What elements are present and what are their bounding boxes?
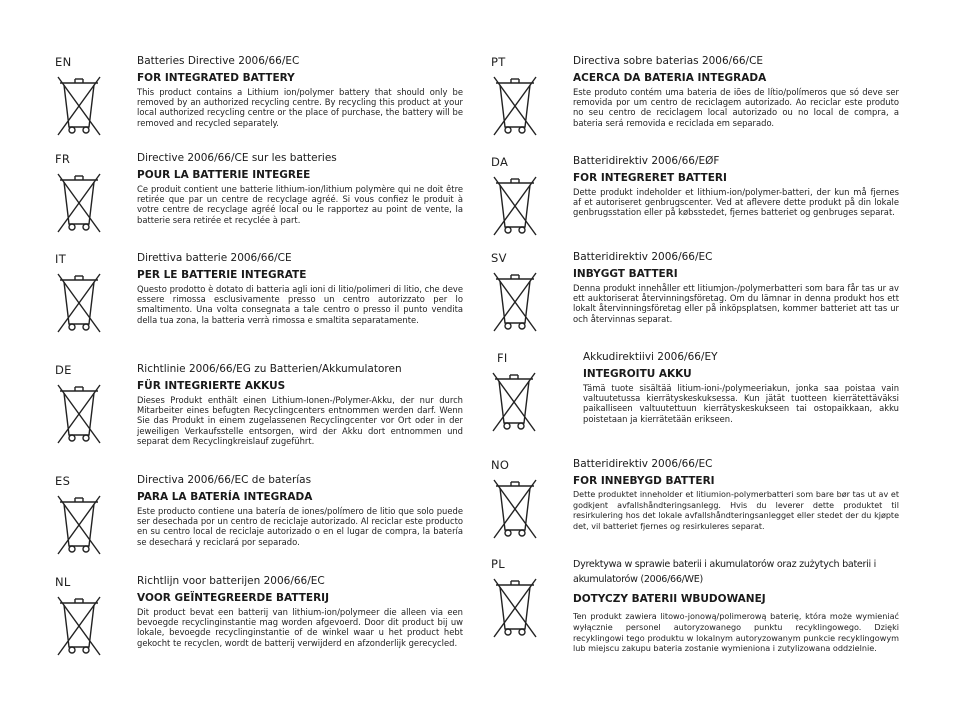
crossed-out-wheelie-bin-icon [491, 175, 539, 237]
crossed-out-wheelie-bin-icon [491, 577, 539, 639]
language-code: PT [491, 55, 506, 69]
body-text: This product contains a Lithium ion/polymer battery that should only be removed by an authorized recycling centre. By recycling this product at your local authorized recycling centre or the place of purchase, the battery will be removed and recycled separately. [137, 87, 463, 128]
language-code: DA [491, 155, 509, 169]
directive-title: Batteridirektiv 2006/66/EC [573, 458, 713, 470]
battery-subtitle: INBYGGT BATTERI [573, 268, 678, 280]
body-text: Questo prodotto è dotato di batteria agli ioni di litio/polimeri di litio, che deve essere rimossa esclusivamente presso un centro autorizzato per lo smaltimento. Una volta consegnata a tale centro o presso il punto vendita della tua zona, la batteria verrà rimossa e smaltita separatamente. [137, 284, 463, 325]
directive-title: Direttiva batterie 2006/66/CE [137, 252, 292, 264]
battery-subtitle: POUR LA BATTERIE INTEGREE [137, 169, 311, 181]
language-code: EN [55, 55, 72, 69]
body-text: Tämä tuote sisältää litium-ioni-/polymeeriakun, jonka saa poistaa vain valtuutetussa kierrätyskeskuksessa. Kun jätät tuotteen kierrätettäväksi paikalliseen valtuutettuun kierrätyskeskukseen tai ostopaikkaan, akku poistetaan ja kierrätetään erikseen. [583, 383, 899, 424]
body-text: Dette produktet inneholder et litiumion-polymerbatteri som bare bør tas ut av et godkjent avfallshåndteringsanlegg. Hvis du leverer dette produktet til resirkulering hos det lokale avfallshåndteringsanlegget eller stedet der du kjøpte det, vil batteriet fjernes og resirkuleres separat. [573, 490, 899, 531]
crossed-out-wheelie-bin-icon [55, 75, 103, 137]
battery-subtitle: FOR INTEGRATED BATTERY [137, 72, 295, 84]
language-code: NO [491, 458, 510, 472]
language-code: NL [55, 575, 71, 589]
language-code: PL [491, 557, 505, 571]
body-text: Ten produkt zawiera litowo-jonową/polimerową baterię, która może wymieniać wyłącznie personel autoryzowanego punktu recyklingowego. Dzięki recyklingowi tego produktu w lokalnym autoryzowanym punkcie recyklingowym lub miejscu zakupu bateria zostanie wymieniona i zutylizowana oddzielnie. [573, 611, 899, 654]
battery-subtitle: VOOR GEÏNTEGREERDE BATTERIJ [137, 592, 329, 604]
directive-title: Batteridirektiv 2006/66/EØF [573, 155, 720, 167]
body-text: Dette produkt indeholder et lithium-ion/polymer-batteri, der kun må fjernes af et autoriseret genbrugscenter. Ved at aflevere dette produkt på din lokale genbrugsstation eller på købsstedet, fjernes batteriet og genbruges separat. [573, 187, 899, 218]
body-text: Ce produit contient une batterie lithium-ion/lithium polymère qui ne doit être retirée que par un centre de recyclage agréé. Si vous confiez le produit à votre centre de recyclage agréé local ou le rapportez au point de vente, la batterie sera retirée et recyclée à part. [137, 184, 463, 225]
crossed-out-wheelie-bin-icon [55, 494, 103, 556]
battery-subtitle: DOTYCZY BATERII WBUDOWANEJ [573, 593, 766, 605]
directive-title: Richtlinie 2006/66/EG zu Batterien/Akkumulatoren [137, 363, 402, 375]
crossed-out-wheelie-bin-icon [55, 383, 103, 445]
body-text: Dieses Produkt enthält einen Lithium-Ionen-/Polymer-Akku, der nur durch Mitarbeiter eines befugten Recyclingcenters entnommen werden darf. Wenn Sie das Produkt in einem zugelassenen Recyclingcenter vor Ort oder in der jeweiligen Verkaufsstelle entsorgen, wird der Akku dort entnommen und separat dem Recyclingkreislauf zugeführt. [137, 395, 463, 446]
body-text: Denna produkt innehåller ett litiumjon-/polymerbatteri som bara får tas ur av ett auktoriserat återvinningsföretag. Om du lämnar in denna produkt hos ett lokalt återvinningsföretag eller på inköpsplatsen, kommer batteriet att tas ur och återvinnas separat. [573, 283, 899, 324]
battery-subtitle: FÜR INTEGRIERTE AKKUS [137, 380, 286, 392]
language-code: SV [491, 251, 507, 265]
language-code: DE [55, 363, 72, 377]
language-code: ES [55, 474, 71, 488]
battery-subtitle: ACERCA DA BATERIA INTEGRADA [573, 72, 767, 84]
directive-title: Directiva 2006/66/EC de baterías [137, 474, 312, 486]
battery-subtitle: INTEGROITU AKKU [583, 368, 692, 380]
crossed-out-wheelie-bin-icon [491, 478, 539, 540]
body-text: Este producto contiene una batería de iones/polímero de litio que solo puede ser desechada por un centro de reciclaje autorizado. Al reciclar este producto en su centro local de reciclaje autorizado o en el lugar de compra, la batería se desechará y reciclará por separado. [137, 506, 463, 547]
crossed-out-wheelie-bin-icon [491, 75, 539, 137]
directive-title: Directive 2006/66/CE sur les batteries [137, 152, 337, 164]
crossed-out-wheelie-bin-icon [490, 371, 538, 433]
language-code: IT [55, 252, 67, 266]
language-code: FI [497, 351, 508, 365]
crossed-out-wheelie-bin-icon [55, 595, 103, 657]
directive-title: Batteridirektiv 2006/66/EC [573, 251, 713, 263]
battery-subtitle: FOR INTEGRERET BATTERI [573, 172, 727, 184]
body-text: Este produto contém uma bateria de iões de lítio/polímeros que só deve ser removida por um centro de reciclagem autorizado. Ao reciclar este produto no seu centro de reciclagem local autorizado ou no local de compra, a bateria será removida e reciclada em separado. [573, 87, 899, 128]
directive-title: Dyrektywa w sprawie baterii i akumulatorów oraz zużytych baterii i akumulatorów (2006/66/WE) [573, 559, 877, 585]
body-text: Dit product bevat een batterij van lithium-ion/polymeer die alleen via een bevoegde recyclinginstantie mag worden afgevoerd. Door dit product bij uw lokale, bevoegde recyclinginstantie of de winkel waar u het product hebt gekocht te recyclen, wordt de batterij verwijderd en afzonderlijk gerecycled. [137, 607, 463, 648]
language-code: FR [55, 152, 71, 166]
battery-subtitle: PARA LA BATERÍA INTEGRADA [137, 491, 313, 503]
crossed-out-wheelie-bin-icon [55, 172, 103, 234]
directive-title: Richtlijn voor batterijen 2006/66/EC [137, 575, 325, 587]
directive-title: Batteries Directive 2006/66/EC [137, 55, 300, 67]
battery-subtitle: FOR INNEBYGD BATTERI [573, 475, 715, 487]
battery-subtitle: PER LE BATTERIE INTEGRATE [137, 269, 307, 281]
directive-title: Directiva sobre baterias 2006/66/CE [573, 55, 764, 67]
crossed-out-wheelie-bin-icon [55, 272, 103, 334]
directive-title: Akkudirektiivi 2006/66/EY [583, 351, 718, 363]
crossed-out-wheelie-bin-icon [491, 271, 539, 333]
